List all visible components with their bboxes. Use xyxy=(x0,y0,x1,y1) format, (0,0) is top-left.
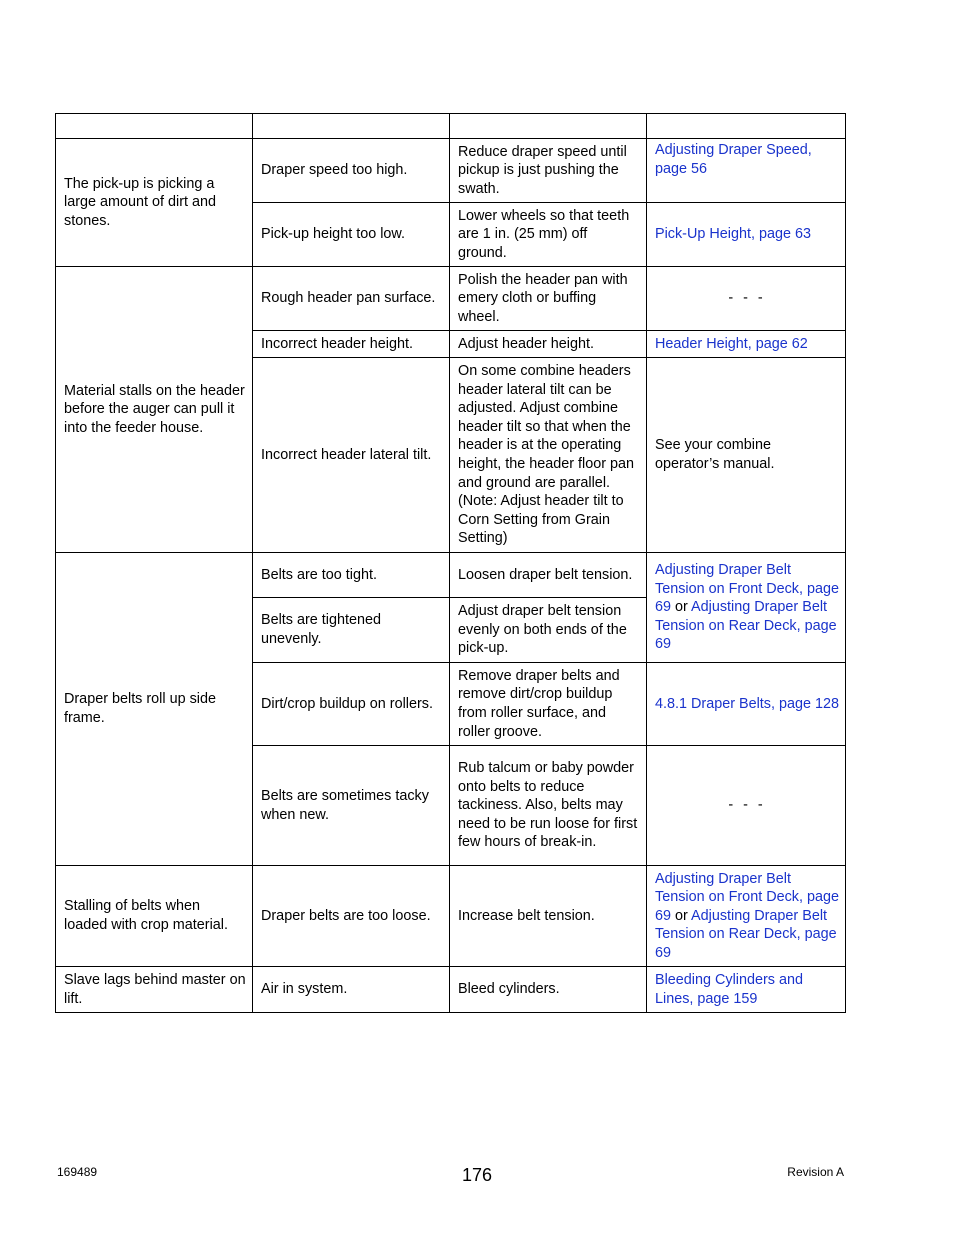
reference-joiner: or xyxy=(675,907,688,924)
cause-cell: Rough header pan surface. xyxy=(253,267,450,331)
solution-cell: Rub talcum or baby powder onto belts to reduce tackiness. Also, belts may need to be run loose for first few hours of break-in. xyxy=(450,746,647,866)
reference-link[interactable]: Header Height, page 62 xyxy=(647,331,846,358)
cause-cell: Draper speed too high. xyxy=(253,139,450,203)
table-row xyxy=(56,553,846,598)
reference-link[interactable]: Pick-Up Height, page 63 xyxy=(647,203,846,267)
header-problem xyxy=(56,114,253,139)
solution-cell: Adjust draper belt tension evenly on both ends of the pick-up. xyxy=(450,598,647,663)
solution-cell: Bleed cylinders. xyxy=(450,967,647,1013)
solution-cell: Increase belt tension. xyxy=(450,866,647,967)
table-row xyxy=(56,866,846,967)
cause-cell: Incorrect header lateral tilt. xyxy=(253,358,450,553)
cause-cell: Air in system. xyxy=(253,967,450,1013)
header-cause xyxy=(253,114,450,139)
reference-text: See your combine operator’s manual. xyxy=(647,358,846,553)
reference-link[interactable]: Adjusting Draper Speed, page 56 xyxy=(647,139,846,203)
cause-cell: Draper belts are too loose. xyxy=(253,866,450,967)
troubleshooting-table xyxy=(55,113,846,1013)
header-refer-to xyxy=(647,114,846,139)
reference-link[interactable]: Adjusting Draper Belt Tension on Rear Deck, page 69 xyxy=(655,599,837,653)
solution-cell: Lower wheels so that teeth are 1 in. (25 mm) off ground. xyxy=(450,203,647,267)
reference-link[interactable]: Bleeding Cylinders and Lines, page 159 xyxy=(647,967,846,1013)
solution-cell: Adjust header height. xyxy=(450,331,647,358)
reference-link[interactable]: 4.8.1 Draper Belts, page 128 xyxy=(647,663,846,746)
table-row xyxy=(56,139,846,203)
cause-cell: Pick-up height too low. xyxy=(253,203,450,267)
problem-cell: Stalling of belts when loaded with crop material. xyxy=(56,866,253,967)
solution-cell: Polish the header pan with emery cloth or buffing wheel. xyxy=(450,267,647,331)
cause-cell: Belts are tightened unevenly. xyxy=(253,598,450,663)
no-reference: - - - xyxy=(647,746,846,866)
solution-cell: On some combine headers header lateral tilt can be adjusted. Adjust combine header tilt so that when the header is at the operating height, the header floor pan and ground are parallel. (Note: Adjust header tilt to Corn Setting from Grain Setting) xyxy=(450,358,647,553)
cause-cell: Belts are too tight. xyxy=(253,553,450,598)
document-number: 169489 xyxy=(57,1165,98,1179)
solution-cell: Remove draper belts and remove dirt/crop buildup from roller surface, and roller groove. xyxy=(450,663,647,746)
shared-reference-cell xyxy=(647,553,846,663)
table-row xyxy=(56,967,846,1013)
problem-cell: Material stalls on the header before the auger can pull it into the feeder house. xyxy=(56,267,253,553)
reference-link[interactable]: Adjusting Draper Belt Tension on Front Deck, page 69 xyxy=(655,562,839,616)
table-header-row xyxy=(56,114,846,139)
page-number: 176 xyxy=(461,1165,493,1185)
shared-reference-cell xyxy=(647,866,846,967)
revision-label: Revision A xyxy=(787,1165,844,1179)
cause-cell: Belts are sometimes tacky when new. xyxy=(253,746,450,866)
table-row xyxy=(56,267,846,331)
problem-cell: Slave lags behind master on lift. xyxy=(56,967,253,1013)
reference-link[interactable]: Adjusting Draper Belt Tension on Front Deck, page 69 xyxy=(655,870,839,924)
cause-cell: Dirt/crop buildup on rollers. xyxy=(253,663,450,746)
solution-cell: Loosen draper belt tension. xyxy=(450,553,647,598)
problem-cell: The pick-up is picking a large amount of dirt and stones. xyxy=(56,139,253,267)
no-reference: - - - xyxy=(647,267,846,331)
reference-link[interactable]: Adjusting Draper Belt Tension on Rear Deck, page 69 xyxy=(655,907,837,961)
reference-joiner: or xyxy=(675,599,688,616)
cause-cell: Incorrect header height. xyxy=(253,331,450,358)
header-solution xyxy=(450,114,647,139)
problem-cell: Draper belts roll up side frame. xyxy=(56,553,253,866)
solution-cell: Reduce draper speed until pickup is just pushing the swath. xyxy=(450,139,647,203)
